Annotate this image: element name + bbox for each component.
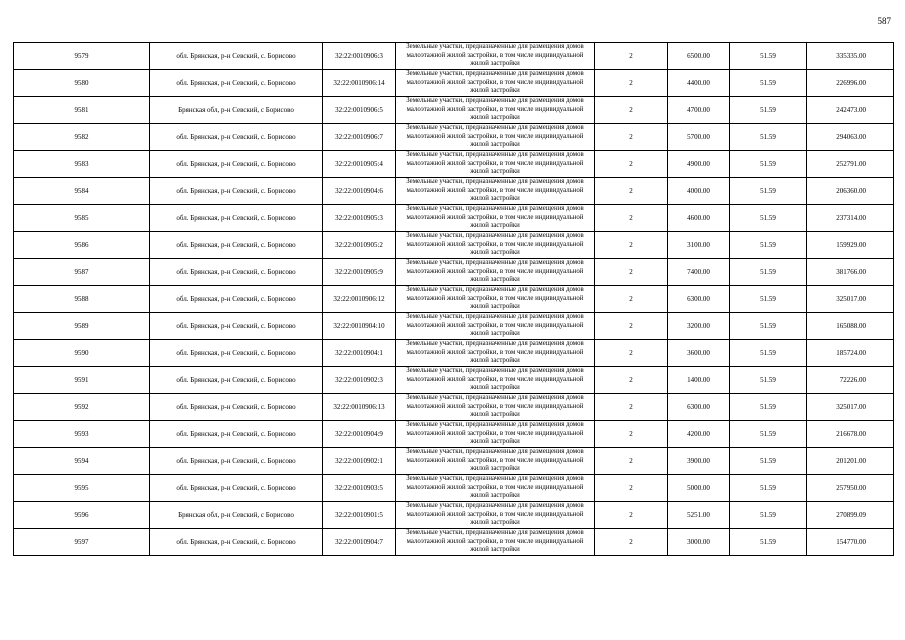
category-cell: 2 <box>595 205 668 232</box>
row-number-cell: 9582 <box>14 124 150 151</box>
cadastral-value-cell: 325017.00 <box>807 286 894 313</box>
row-number-cell: 9593 <box>14 421 150 448</box>
area-cell: 6300.00 <box>668 394 730 421</box>
address-cell: обл. Брянская, р-н Севский, с. Борисово <box>150 394 323 421</box>
rate-cell: 51.59 <box>730 502 807 529</box>
cadastral-value-cell: 242473.00 <box>807 97 894 124</box>
cadastral-number-cell: 32:22:0010904:10 <box>323 313 396 340</box>
address-cell: обл. Брянская, р-н Севский, с. Борисово <box>150 178 323 205</box>
rate-cell: 51.59 <box>730 205 807 232</box>
cadastral-number-cell: 32:22:0010904:9 <box>323 421 396 448</box>
table-row <box>14 178 894 205</box>
category-cell: 2 <box>595 394 668 421</box>
rate-cell: 51.59 <box>730 313 807 340</box>
category-cell: 2 <box>595 421 668 448</box>
cadastral-number-cell: 32:22:0010905:2 <box>323 232 396 259</box>
area-cell: 1400.00 <box>668 367 730 394</box>
row-number-cell: 9597 <box>14 529 150 556</box>
cadastral-number-cell: 32:22:0010906:14 <box>323 70 396 97</box>
area-cell: 4900.00 <box>668 151 730 178</box>
table-row <box>14 70 894 97</box>
address-cell: обл. Брянская, р-н Севский, с. Борисово <box>150 367 323 394</box>
cadastral-value-cell: 252791.00 <box>807 151 894 178</box>
land-registry-table <box>13 42 894 556</box>
land-use-cell: Земельные участки, предназначенные для размещения домов малоэтажной жилой застройки, в том числе индивидуальной жилой застройки <box>396 124 595 151</box>
row-number-cell: 9594 <box>14 448 150 475</box>
cadastral-value-cell: 206360.00 <box>807 178 894 205</box>
table-row <box>14 367 894 394</box>
address-cell: обл. Брянская, р-н Севский, с. Борисово <box>150 151 323 178</box>
rate-cell: 51.59 <box>730 367 807 394</box>
row-number-cell: 9580 <box>14 70 150 97</box>
land-use-cell: Земельные участки, предназначенные для размещения домов малоэтажной жилой застройки, в том числе индивидуальной жилой застройки <box>396 367 595 394</box>
page-number: 587 <box>877 16 891 26</box>
table-row <box>14 43 894 70</box>
address-cell: обл. Брянская, р-н Севский, с. Борисово <box>150 124 323 151</box>
cadastral-number-cell: 32:22:0010904:6 <box>323 178 396 205</box>
address-cell: обл. Брянская, р-н Севский, с. Борисово <box>150 340 323 367</box>
cadastral-number-cell: 32:22:0010906:5 <box>323 97 396 124</box>
cadastral-value-cell: 257950.00 <box>807 475 894 502</box>
category-cell: 2 <box>595 178 668 205</box>
area-cell: 6300.00 <box>668 286 730 313</box>
row-number-cell: 9591 <box>14 367 150 394</box>
table-row <box>14 124 894 151</box>
address-cell: обл. Брянская, р-н Севский, с. Борисово <box>150 232 323 259</box>
area-cell: 3600.00 <box>668 340 730 367</box>
rate-cell: 51.59 <box>730 178 807 205</box>
land-use-cell: Земельные участки, предназначенные для размещения домов малоэтажной жилой застройки, в том числе индивидуальной жилой застройки <box>396 394 595 421</box>
table-row <box>14 232 894 259</box>
table-row <box>14 286 894 313</box>
row-number-cell: 9581 <box>14 97 150 124</box>
rate-cell: 51.59 <box>730 340 807 367</box>
cadastral-value-cell: 226996.00 <box>807 70 894 97</box>
row-number-cell: 9585 <box>14 205 150 232</box>
address-cell: Брянская обл, р-н Севский, с Борисово <box>150 97 323 124</box>
category-cell: 2 <box>595 502 668 529</box>
table-row <box>14 97 894 124</box>
land-use-cell: Земельные участки, предназначенные для размещения домов малоэтажной жилой застройки, в том числе индивидуальной жилой застройки <box>396 205 595 232</box>
cadastral-number-cell: 32:22:0010901:5 <box>323 502 396 529</box>
row-number-cell: 9587 <box>14 259 150 286</box>
category-cell: 2 <box>595 124 668 151</box>
category-cell: 2 <box>595 232 668 259</box>
area-cell: 4200.00 <box>668 421 730 448</box>
rate-cell: 51.59 <box>730 43 807 70</box>
category-cell: 2 <box>595 367 668 394</box>
area-cell: 4700.00 <box>668 97 730 124</box>
area-cell: 5700.00 <box>668 124 730 151</box>
cadastral-value-cell: 325017.00 <box>807 394 894 421</box>
cadastral-number-cell: 32:22:0010903:5 <box>323 475 396 502</box>
category-cell: 2 <box>595 70 668 97</box>
cadastral-value-cell: 381766.00 <box>807 259 894 286</box>
address-cell: обл. Брянская, р-н Севский, с. Борисово <box>150 529 323 556</box>
land-use-cell: Земельные участки, предназначенные для размещения домов малоэтажной жилой застройки, в том числе индивидуальной жилой застройки <box>396 529 595 556</box>
area-cell: 3900.00 <box>668 448 730 475</box>
land-use-cell: Земельные участки, предназначенные для размещения домов малоэтажной жилой застройки, в том числе индивидуальной жилой застройки <box>396 448 595 475</box>
category-cell: 2 <box>595 313 668 340</box>
cadastral-number-cell: 32:22:0010905:3 <box>323 205 396 232</box>
cadastral-number-cell: 32:22:0010906:3 <box>323 43 396 70</box>
land-use-cell: Земельные участки, предназначенные для размещения домов малоэтажной жилой застройки, в том числе индивидуальной жилой застройки <box>396 475 595 502</box>
row-number-cell: 9592 <box>14 394 150 421</box>
land-use-cell: Земельные участки, предназначенные для размещения домов малоэтажной жилой застройки, в том числе индивидуальной жилой застройки <box>396 421 595 448</box>
cadastral-value-cell: 165088.00 <box>807 313 894 340</box>
rate-cell: 51.59 <box>730 70 807 97</box>
land-use-cell: Земельные участки, предназначенные для размещения домов малоэтажной жилой застройки, в том числе индивидуальной жилой застройки <box>396 151 595 178</box>
category-cell: 2 <box>595 286 668 313</box>
address-cell: обл. Брянская, р-н Севский, с. Борисово <box>150 448 323 475</box>
cadastral-value-cell: 216678.00 <box>807 421 894 448</box>
land-use-cell: Земельные участки, предназначенные для размещения домов малоэтажной жилой застройки, в том числе индивидуальной жилой застройки <box>396 259 595 286</box>
rate-cell: 51.59 <box>730 529 807 556</box>
cadastral-number-cell: 32:22:0010902:3 <box>323 367 396 394</box>
cadastral-value-cell: 237314.00 <box>807 205 894 232</box>
address-cell: обл. Брянская, р-н Севский, с. Борисово <box>150 259 323 286</box>
category-cell: 2 <box>595 448 668 475</box>
area-cell: 5251.00 <box>668 502 730 529</box>
row-number-cell: 9584 <box>14 178 150 205</box>
table-row <box>14 394 894 421</box>
address-cell: обл. Брянская, р-н Севский, с. Борисово <box>150 43 323 70</box>
table-row <box>14 502 894 529</box>
land-use-cell: Земельные участки, предназначенные для размещения домов малоэтажной жилой застройки, в том числе индивидуальной жилой застройки <box>396 43 595 70</box>
row-number-cell: 9586 <box>14 232 150 259</box>
area-cell: 4600.00 <box>668 205 730 232</box>
table-row <box>14 421 894 448</box>
category-cell: 2 <box>595 259 668 286</box>
rate-cell: 51.59 <box>730 475 807 502</box>
rate-cell: 51.59 <box>730 232 807 259</box>
table-row <box>14 259 894 286</box>
row-number-cell: 9590 <box>14 340 150 367</box>
category-cell: 2 <box>595 340 668 367</box>
table-row <box>14 313 894 340</box>
table-row <box>14 475 894 502</box>
cadastral-number-cell: 32:22:0010902:1 <box>323 448 396 475</box>
category-cell: 2 <box>595 529 668 556</box>
table-row <box>14 448 894 475</box>
row-number-cell: 9589 <box>14 313 150 340</box>
cadastral-value-cell: 270899.09 <box>807 502 894 529</box>
land-use-cell: Земельные участки, предназначенные для размещения домов малоэтажной жилой застройки, в том числе индивидуальной жилой застройки <box>396 340 595 367</box>
cadastral-value-cell: 154770.00 <box>807 529 894 556</box>
cadastral-value-cell: 335335.00 <box>807 43 894 70</box>
address-cell: обл. Брянская, р-н Севский, с. Борисово <box>150 205 323 232</box>
cadastral-number-cell: 32:22:0010906:12 <box>323 286 396 313</box>
area-cell: 3200.00 <box>668 313 730 340</box>
area-cell: 6500.00 <box>668 43 730 70</box>
row-number-cell: 9579 <box>14 43 150 70</box>
address-cell: обл. Брянская, р-н Севский, с. Борисово <box>150 475 323 502</box>
area-cell: 3000.00 <box>668 529 730 556</box>
address-cell: обл. Брянская, р-н Севский, с. Борисово <box>150 313 323 340</box>
address-cell: обл. Брянская, р-н Севский, с. Борисово <box>150 286 323 313</box>
row-number-cell: 9595 <box>14 475 150 502</box>
rate-cell: 51.59 <box>730 97 807 124</box>
table-row <box>14 151 894 178</box>
cadastral-number-cell: 32:22:0010906:13 <box>323 394 396 421</box>
address-cell: обл. Брянская, р-н Севский, с. Борисово <box>150 421 323 448</box>
cadastral-number-cell: 32:22:0010904:1 <box>323 340 396 367</box>
cadastral-number-cell: 32:22:0010906:7 <box>323 124 396 151</box>
row-number-cell: 9588 <box>14 286 150 313</box>
land-use-cell: Земельные участки, предназначенные для размещения домов малоэтажной жилой застройки, в том числе индивидуальной жилой застройки <box>396 313 595 340</box>
land-use-cell: Земельные участки, предназначенные для размещения домов малоэтажной жилой застройки, в том числе индивидуальной жилой застройки <box>396 178 595 205</box>
cadastral-number-cell: 32:22:0010905:9 <box>323 259 396 286</box>
table-row <box>14 205 894 232</box>
cadastral-value-cell: 185724.00 <box>807 340 894 367</box>
category-cell: 2 <box>595 43 668 70</box>
table-row <box>14 340 894 367</box>
category-cell: 2 <box>595 151 668 178</box>
rate-cell: 51.59 <box>730 394 807 421</box>
row-number-cell: 9596 <box>14 502 150 529</box>
land-use-cell: Земельные участки, предназначенные для размещения домов малоэтажной жилой застройки, в том числе индивидуальной жилой застройки <box>396 286 595 313</box>
rate-cell: 51.59 <box>730 286 807 313</box>
address-cell: Брянская обл, р-н Севский, с Борисово <box>150 502 323 529</box>
row-number-cell: 9583 <box>14 151 150 178</box>
area-cell: 5000.00 <box>668 475 730 502</box>
area-cell: 7400.00 <box>668 259 730 286</box>
rate-cell: 51.59 <box>730 259 807 286</box>
area-cell: 4400.00 <box>668 70 730 97</box>
rate-cell: 51.59 <box>730 124 807 151</box>
area-cell: 4000.00 <box>668 178 730 205</box>
land-use-cell: Земельные участки, предназначенные для размещения домов малоэтажной жилой застройки, в том числе индивидуальной жилой застройки <box>396 502 595 529</box>
category-cell: 2 <box>595 475 668 502</box>
cadastral-value-cell: 159929.00 <box>807 232 894 259</box>
cadastral-value-cell: 294063.00 <box>807 124 894 151</box>
cadastral-number-cell: 32:22:0010904:7 <box>323 529 396 556</box>
rate-cell: 51.59 <box>730 151 807 178</box>
land-use-cell: Земельные участки, предназначенные для размещения домов малоэтажной жилой застройки, в том числе индивидуальной жилой застройки <box>396 97 595 124</box>
area-cell: 3100.00 <box>668 232 730 259</box>
cadastral-value-cell: 201201.00 <box>807 448 894 475</box>
address-cell: обл. Брянская, р-н Севский, с. Борисово <box>150 70 323 97</box>
rate-cell: 51.59 <box>730 421 807 448</box>
cadastral-value-cell: 72226.00 <box>807 367 894 394</box>
table-row <box>14 529 894 556</box>
rate-cell: 51.59 <box>730 448 807 475</box>
land-use-cell: Земельные участки, предназначенные для размещения домов малоэтажной жилой застройки, в том числе индивидуальной жилой застройки <box>396 232 595 259</box>
cadastral-number-cell: 32:22:0010905:4 <box>323 151 396 178</box>
land-use-cell: Земельные участки, предназначенные для размещения домов малоэтажной жилой застройки, в том числе индивидуальной жилой застройки <box>396 70 595 97</box>
category-cell: 2 <box>595 97 668 124</box>
